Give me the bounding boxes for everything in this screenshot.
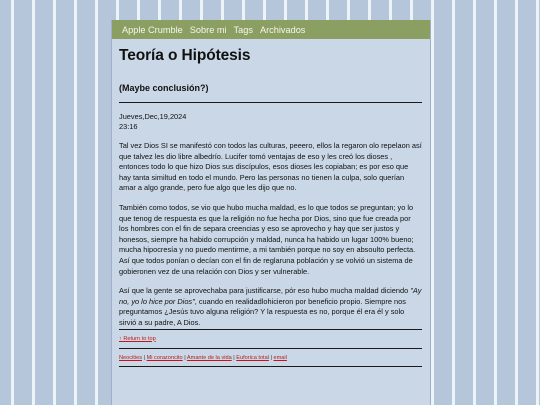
post-date: Jueves,Dec,19,2024 [119, 112, 187, 121]
paragraph-3-part-b: , cuando en realidadlohicieron por beneficio propio. Siempre nos preguntamos ¿Jesús tuvo alguna religión? Y la respuesta es no, porque él era él y solo sirvió a su padre, A Dios. [119, 296, 406, 327]
top-navbar [112, 20, 430, 39]
paragraph-3-quote: "Ay no, yo lo hice por Dios" [119, 286, 422, 306]
post-subtitle: (Maybe conclusión?) [119, 83, 209, 93]
footer-link-amante-de-la-vida[interactable]: Amante de la vida [186, 354, 232, 361]
return-to-top-link[interactable]: ↑ Return to top [119, 335, 156, 342]
footer-separator: | [270, 354, 272, 361]
nav-link-apple-crumble[interactable]: Apple Crumble [122, 24, 183, 35]
footer-separator: | [184, 354, 186, 361]
footer-link-neocities[interactable]: Neocities [119, 354, 143, 361]
footer-link-mi-corazoncito[interactable]: Mi corazoncito [146, 354, 183, 361]
divider [119, 102, 422, 103]
post-timestamp [119, 112, 422, 132]
post-content [112, 39, 430, 367]
footer-link-euforica-total[interactable]: Euforica total [236, 354, 269, 361]
footer-links [119, 355, 422, 361]
footer-separator: | [233, 354, 235, 361]
post-paragraph-2: También como todos, se vio que hubo mucha maldad, es lo que todos se preguntan; yo lo que tenog de respuesta es que la religión no fue hecha por Dios, sino que fue creada por los hombres con el fin de separa creencias y eso se aprovecho y hay que ser justos y honesos, siempre ha habido corrupción y maldad, nunca ha habido un lugar 100% bueno; mucha hipocresía y no puedo mentirme, a mi también porque no soy en absoulto perfecta. Así que todos ponían o decían con el fin de reglaruna población y se volvió un sistema de gobieronen vez de una relación con Dios y ser vulnerable. [119, 202, 416, 276]
nav-link-archivados[interactable]: Archivados [259, 24, 306, 35]
divider [119, 329, 422, 330]
nav-link-sobre-mi[interactable]: Sobre mi [189, 24, 227, 35]
divider [119, 366, 422, 367]
divider [119, 348, 422, 349]
footer-separator: | [143, 354, 146, 361]
post-paragraph-1: Tal vez Dios SI se manifestó con todos las culturas, peeero, ellos la regaron olo repelaon así que talvez les dio libre albedrío. Lucifer tomó ventajas de eso y les creó los dioses , entonces todo lo que hizo Dios sus discípulos, esos dioses les copiaban; es por eso que hay tanta similtud en todo el mundo. Pero las personas no tienen la culpa, solo querían amar a algo grande, pero fue algo que les dijo que no. [119, 141, 422, 193]
footer-link-email[interactable]: email [273, 354, 287, 361]
post-title: Teoría o Hipótesis [119, 47, 251, 64]
page-container [111, 20, 431, 405]
nav-link-tags[interactable]: Tags [233, 24, 253, 35]
post-time: 23:16 [119, 122, 138, 131]
post-paragraph-3 [119, 286, 422, 328]
paragraph-3-part-a: Así que la gente se aprovechaba para justificarse, pór eso hubo mucha maldad diciendo [119, 286, 411, 296]
